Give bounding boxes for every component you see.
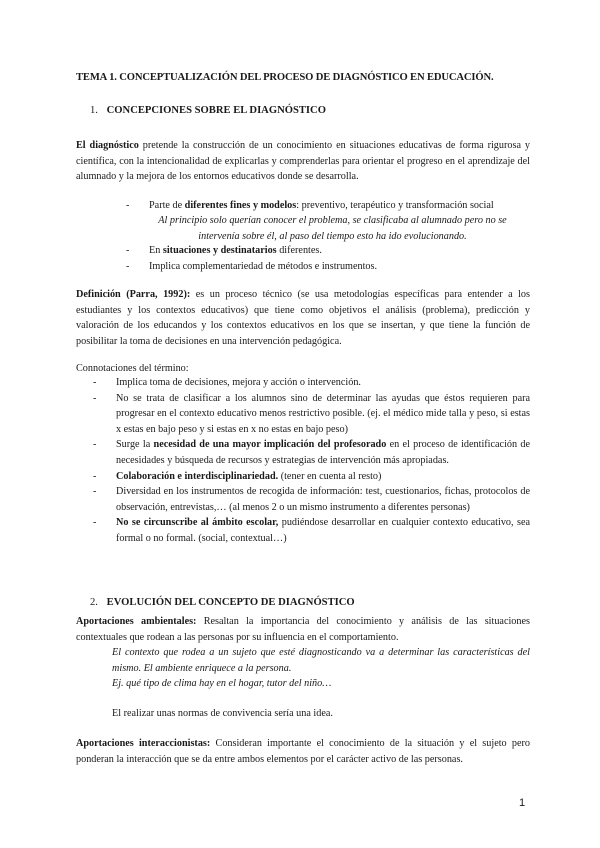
interactionist-term: Aportaciones interaccionistas:: [76, 738, 211, 749]
interactionist-paragraph: [76, 736, 530, 767]
section-1-title: CONCEPCIONES SOBRE EL DIAGNÓSTICO: [106, 105, 326, 116]
environmental-text: Resaltan la importancia del conocimiento y análisis de las situaciones contextuales que rodean a las personas por su influencia en el comportamiento.: [76, 616, 530, 643]
list-item: - Parte de diferentes fines y modelos: preventivo, terapéutico y transformación social: [126, 198, 536, 214]
environmental-paragraph: [76, 614, 530, 645]
section-2-number: 2.: [90, 597, 98, 608]
models-note: Al principio solo querían conocer el problema, se clasificaba al alumnado pero no se intervenía sobre él, al paso del tiempo esto ha ido evolucionando.: [158, 215, 507, 242]
list-item: - Surge la necesidad de una mayor implicación del profesorado en el proceso de identificación de necesidades y búsqueda de recursos y estrategias de intervención más apropiadas.: [93, 437, 530, 468]
connotations-title: Connotaciones del término:: [76, 363, 189, 374]
document-title: TEMA 1. CONCEPTUALIZACIÓN DEL PROCESO DE DIAGNÓSTICO EN EDUCACIÓN.: [76, 72, 494, 83]
section-1-number: 1.: [90, 105, 98, 116]
connotations-list: [93, 375, 530, 547]
list-item: - Implica complementariedad de métodos e instrumentos.: [126, 259, 536, 275]
list-item: - En situaciones y destinatarios diferentes.: [126, 243, 536, 259]
diagnosis-text: pretende la construcción de un conocimiento en situaciones educativas de forma rigurosa y científica, con la intencionalidad de explicarlas y comprenderlas para orientar el progreso en el aprendizaje del alumnado y la mejora de los entornos educativos donde se desarrolla.: [76, 140, 530, 183]
list-item: - Implica toma de decisiones, mejora y acción o intervención.: [93, 375, 530, 391]
environmental-example: Ej. qué tipo de clima hay en el hogar, tutor del niño…: [112, 678, 332, 689]
list-item: - No se circunscribe al ámbito escolar, pudiéndose desarrollar en cualquier contexto educativo, sea formal o no formal. (social, contextual…): [93, 515, 530, 546]
list-item: - Diversidad en los instrumentos de recogida de información: test, cuestionarios, fichas, protocolos de observación, entrevistas,… (al menos 2 o un mismo instrumento a diferentes personas): [93, 484, 530, 515]
environmental-note: El contexto que rodea a un sujeto que esté diagnosticando va a determinar las características del mismo. El ambiente enriquece a la persona.: [112, 647, 530, 674]
section-2-heading: [90, 595, 355, 611]
interactionist-text: Consideran importante el conocimiento de la situación y el sujeto pero ponderan la interacción que se da entre ambos elementos por el carácter activo de las personas.: [76, 738, 530, 765]
definition-text: es un proceso técnico (se usa metodologías específicas para entender a los estudiantes y los contextos educativos) que tiene como objetivos el análisis (problema), predicción y valoración de los educandos y los contextos educativos en los que se insertan, y que tiene la función de posibilitar la toma de decisiones en una intervención pedagógica.: [76, 289, 530, 347]
list-item: - Colaboración e interdisciplinariedad. (tener en cuenta al resto): [93, 469, 530, 485]
definition-term: Definición (Parra, 1992):: [76, 289, 191, 300]
page-number: 1: [519, 797, 526, 809]
section-2-title: EVOLUCIÓN DEL CONCEPTO DE DIAGNÓSTICO: [106, 597, 355, 608]
list-item: - No se trata de clasificar a los alumnos sino de determinar las ayudas que éstos requieren para progresar en el contexto educativo menos restrictivo posible. (ej. el médico mide talla y peso, si estas x estas en bajo peso y si estas en x no estas en bajo peso): [93, 391, 530, 438]
diagnosis-features-list-2: [126, 243, 536, 274]
diagnosis-features-list: [126, 198, 536, 214]
diagnosis-paragraph: [76, 138, 530, 185]
environmental-idea: El realizar unas normas de convivencia sería una idea.: [112, 708, 333, 719]
diagnosis-term: El diagnóstico: [76, 140, 139, 151]
environmental-term: Aportaciones ambientales:: [76, 616, 197, 627]
definition-paragraph: [76, 287, 530, 349]
section-1-heading: [90, 103, 326, 119]
